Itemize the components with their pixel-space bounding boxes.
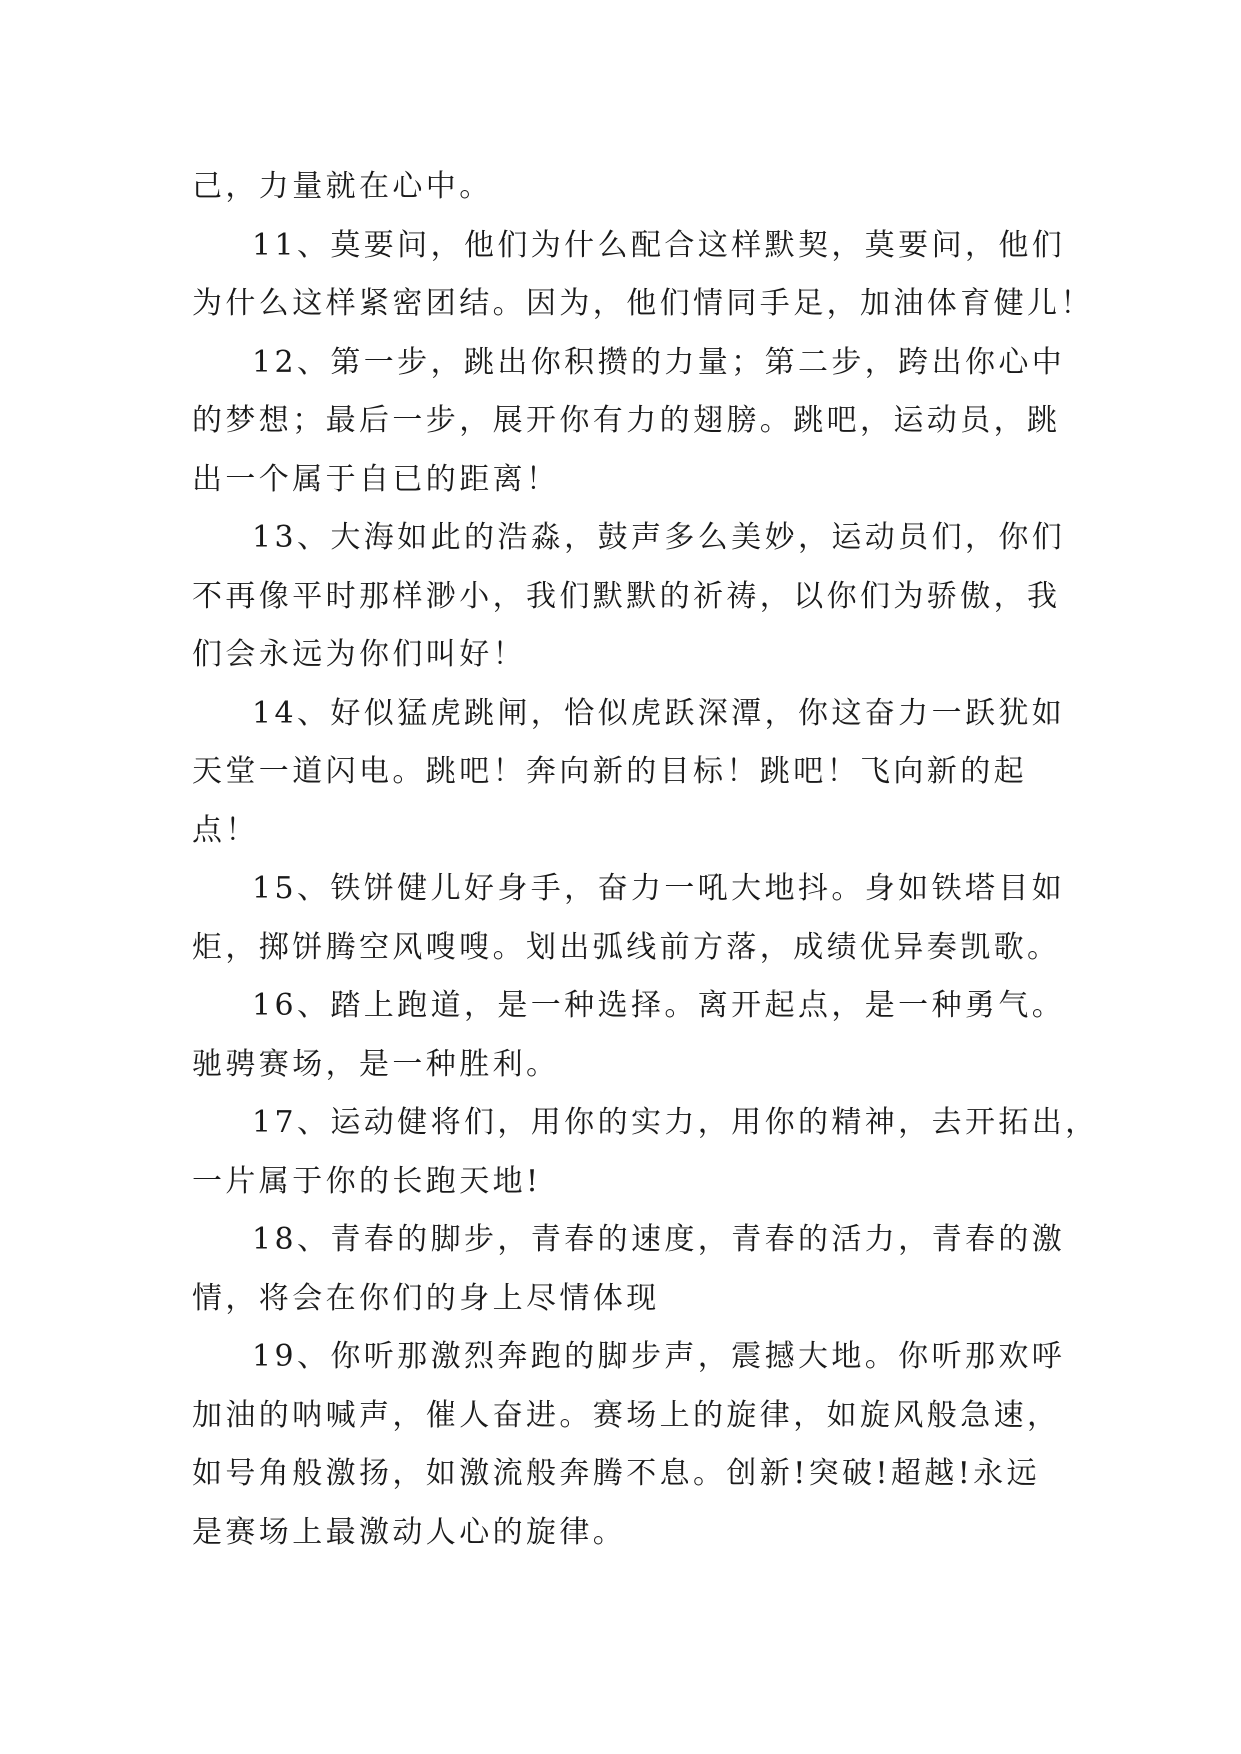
text-line: 是赛场上最激动人心的旋律。 [192,1514,627,1550]
text-line: 不再像平时那样渺小，我们默默的祈祷，以你们为骄傲，我 [192,578,1061,614]
text-line: 为什么这样紧密团结。因为，他们情同手足，加油体育健儿！ [192,286,1094,321]
text-line: 12、第一步，跳出你积攒的力量；第二步，跨出你心中 [252,344,1066,380]
document-body [192,158,1099,1562]
text-line: 一片属于你的长跑天地! [192,1163,542,1199]
text-line: 16、踏上跑道，是一种选择。离开起点，是一种勇气。 [252,988,1066,1023]
text-line: 17、运动健将们，用你的实力，用你的精神，去开拓出， [252,1105,1099,1140]
text-line: 11、莫要问，他们为什么配合这样默契，莫要问，他们 [252,227,1066,263]
text-line: 13、大海如此的浩淼，鼓声多么美妙，运动员们，你们 [252,520,1066,555]
text-line: 14、好似猛虎跳闸，恰似虎跃深潭，你这奋力一跃犹如 [252,695,1066,731]
text-line: 18、青春的脚步，青春的速度，青春的活力，青春的激 [252,1222,1066,1257]
text-line: 19、你听那激烈奔跑的脚步声，震撼大地。你听那欢呼 [252,1339,1066,1374]
text-line: 情，将会在你们的身上尽情体现 [192,1280,660,1316]
text-line: 炬，掷饼腾空风嗖嗖。划出弧线前方落，成绩优异奏凯歌。 [192,929,1061,965]
text-line: 点！ [192,812,259,848]
text-line: 出一个属于自已的距离！ [192,461,560,497]
text-line: 驰骋赛场，是一种胜利。 [192,1046,560,1082]
text-line: 己，力量就在心中。 [192,169,493,204]
text-line: 如号角般激扬，如激流般奔腾不息。创新!突破!超越!永远 [192,1456,1040,1491]
text-line: 加油的呐喊声，催人奋进。赛场上的旋律，如旋风般急速， [192,1397,1061,1433]
text-line: 们会永远为你们叫好！ [192,637,526,672]
text-line: 的梦想；最后一步，展开你有力的翅膀。跳吧，运动员，跳 [192,403,1061,438]
text-line: 15、铁饼健儿好身手，奋力一吼大地抖。身如铁塔目如 [252,871,1066,906]
text-line: 天堂一道闪电。跳吧！奔向新的目标！跳吧！飞向新的起 [192,754,1027,789]
